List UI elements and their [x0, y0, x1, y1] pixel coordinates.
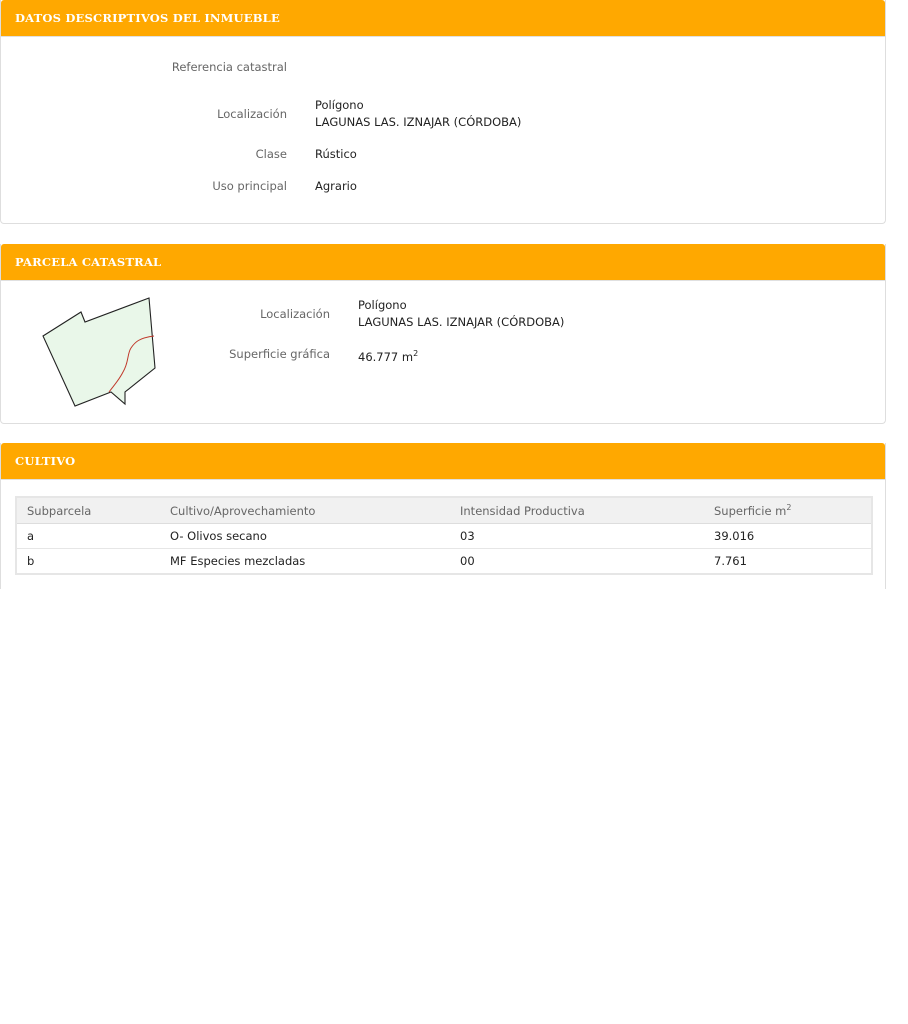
cell-subparcela: a — [17, 524, 160, 549]
uso-principal-label: Uso principal — [212, 179, 287, 193]
localizacion-line1: Polígono — [315, 98, 364, 112]
cultivo-panel — [0, 443, 886, 589]
cell-superficie: 7.761 — [714, 554, 747, 568]
cultivo-table — [17, 498, 871, 573]
col-superficie-label: Superficie m — [714, 503, 787, 518]
localizacion-label: Localización — [217, 107, 287, 121]
superficie-grafica-value — [358, 345, 418, 366]
col-subparcela: Subparcela — [17, 498, 160, 524]
col-superficie-exponent: 2 — [786, 503, 792, 513]
parcela-localizacion-line2: LAGUNAS LAS. IZNAJAR (CÓRDOBA) — [358, 315, 565, 329]
parcela-catastral-title: PARCELA CATASTRAL — [15, 255, 162, 269]
parcel-polygon — [43, 298, 155, 406]
parcela-localizacion-line1: Polígono — [358, 298, 407, 312]
localizacion-value — [315, 97, 521, 131]
superficie-grafica-exponent: 2 — [413, 349, 419, 358]
cultivo-header — [1, 443, 885, 480]
cultivo-title: CULTIVO — [15, 454, 76, 468]
localizacion-line2: LAGUNAS LAS. IZNAJAR (CÓRDOBA) — [315, 115, 522, 129]
cultivo-table-header-row — [17, 498, 871, 524]
cell-superficie: 39.016 — [704, 524, 871, 549]
cell-intensidad: 03 — [450, 524, 704, 549]
cell-cultivo: MF Especies mezcladas — [170, 554, 306, 568]
datos-descriptivos-title: DATOS DESCRIPTIVOS DEL INMUEBLE — [15, 11, 280, 25]
superficie-grafica-number: 46.777 m — [358, 349, 414, 364]
table-row — [17, 524, 871, 549]
parcela-catastral-header — [1, 244, 885, 281]
cell-subparcela: b — [27, 554, 35, 568]
datos-descriptivos-header — [1, 0, 885, 37]
parcela-localizacion-value — [358, 297, 564, 331]
col-cultivo: Cultivo/Aprovechamiento — [160, 498, 450, 524]
clase-label: Clase — [255, 147, 287, 161]
parcela-catastral-panel — [0, 244, 886, 424]
parcel-map[interactable] — [39, 294, 169, 414]
parcela-localizacion-label: Localización — [260, 307, 330, 321]
cell-cultivo: O- Olivos secano — [160, 524, 450, 549]
clase-value: Rústico — [315, 147, 357, 161]
datos-descriptivos-panel — [0, 0, 886, 224]
col-intensidad: Intensidad Productiva — [450, 498, 704, 524]
uso-principal-value: Agrario — [315, 179, 357, 193]
cell-intensidad: 00 — [460, 554, 475, 568]
referencia-catastral-label: Referencia catastral — [171, 60, 287, 74]
table-row — [17, 549, 871, 574]
cultivo-table-wrapper — [15, 496, 873, 575]
superficie-grafica-label: Superficie gráfica — [229, 347, 330, 361]
col-superficie — [704, 498, 871, 524]
